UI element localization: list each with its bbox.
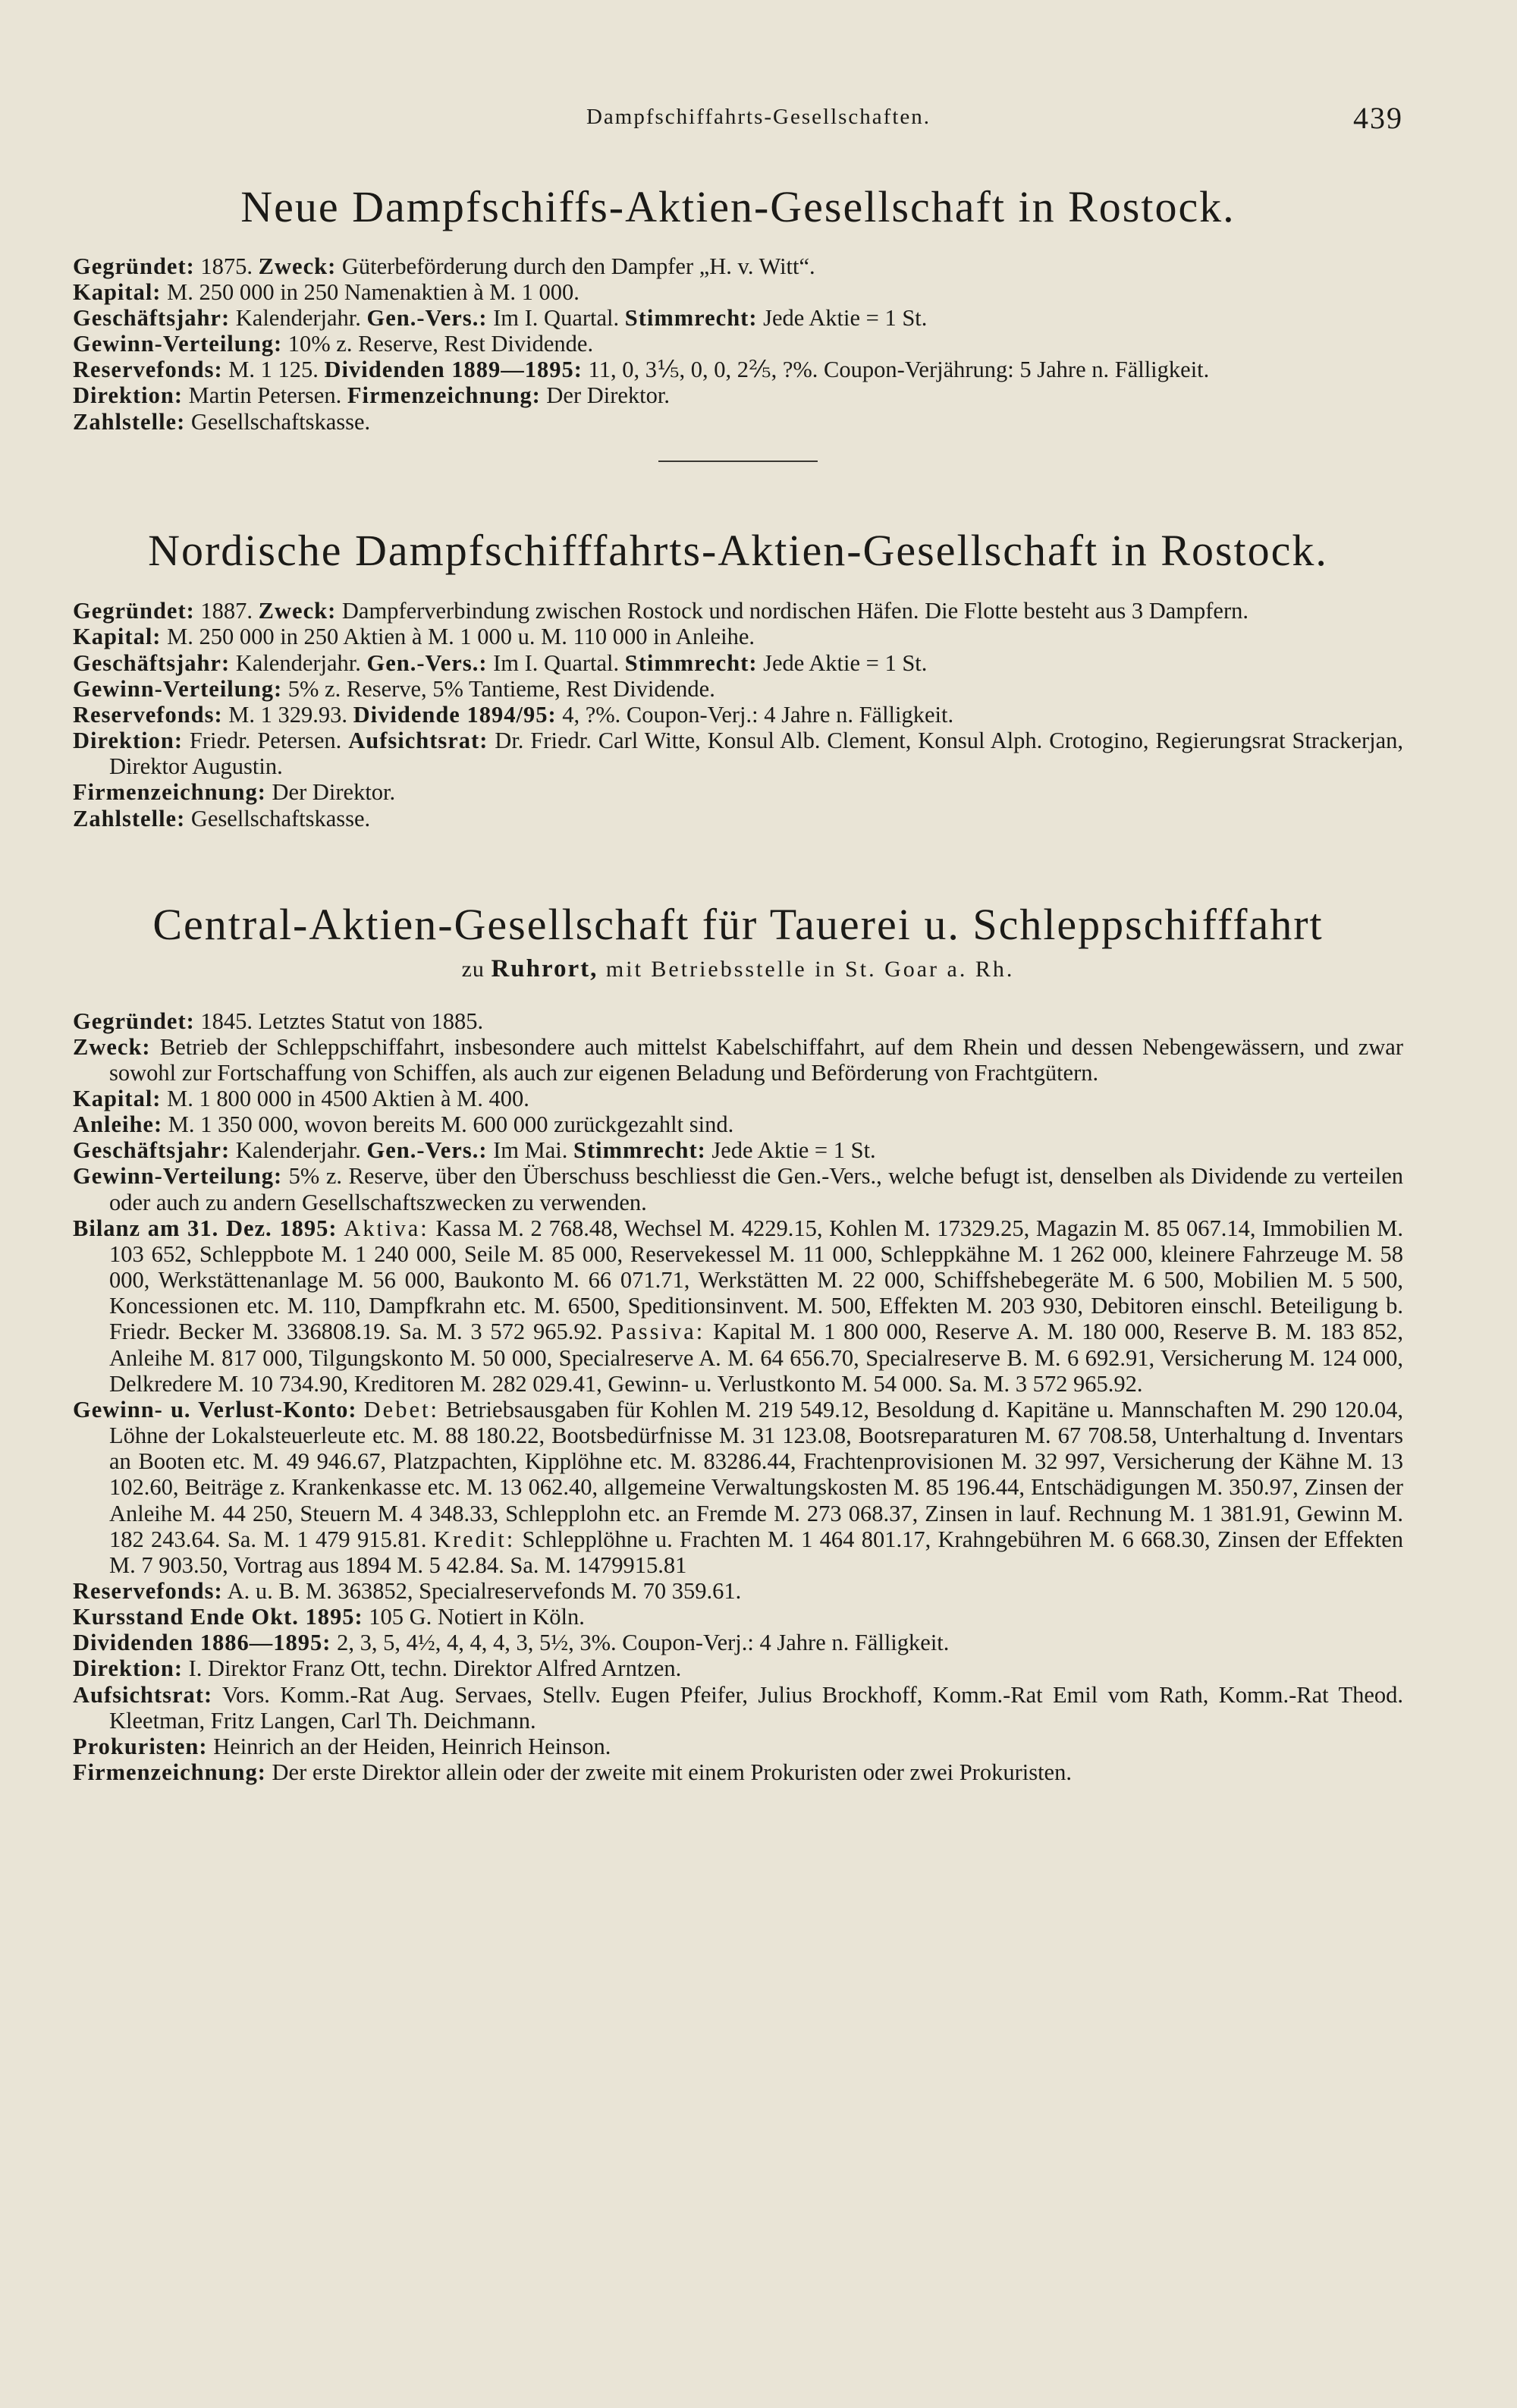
field-value: Jede Aktie = 1 St.	[757, 304, 928, 331]
entry-paragraph	[73, 702, 1403, 728]
field-label: Geschäftsjahr:	[73, 304, 231, 331]
field-label: Direktion:	[73, 728, 183, 754]
field-label: Stimmrecht:	[573, 1137, 706, 1164]
field-value: M. 250 000 in 250 Namenaktien à M. 1 000.	[161, 278, 579, 305]
entry-paragraph	[73, 1034, 1403, 1086]
field-value: Friedr. Petersen.	[183, 728, 349, 754]
field-label: Dividenden 1886—1895:	[73, 1630, 331, 1656]
company-subtitle	[73, 954, 1403, 985]
running-head: Dampfschiffahrts-Gesellschaften.	[586, 105, 931, 129]
page-number: 439	[1353, 101, 1403, 135]
field-value: Der Direktor.	[540, 382, 670, 409]
entry-paragraph	[73, 1604, 1403, 1630]
field-label: Dividenden 1889—1895:	[324, 357, 583, 383]
company-title: Neue Dampfschiffs-Aktien-Gesellschaft in Rostock.	[240, 182, 1236, 231]
field-label: Zahlstelle:	[73, 805, 186, 831]
field-label: Kapital:	[73, 624, 162, 650]
entry-paragraph	[73, 279, 1403, 305]
field-value: Kalenderjahr.	[230, 1137, 367, 1164]
field-value: M. 1 329.93.	[222, 701, 353, 728]
field-value: Kapital M. 1 800 000, Reserve A. M. 180 000, Reserve B. M. 183 852, Anleihe M. 817 000, Tilgungskonto M. 50 000, Specialreserve A. M. 64 656.70, Specialreserve B. M. 6 692.91, Versicherung M. 124 000, Delkredere M. 10 734.90, Kreditoren M. 282 029.41, Gewinn- u. Verlustkonto M. 54 000. Sa. M. 3 572 965.92.	[109, 1319, 1403, 1397]
field-value: Schlepplöhne u. Frachten M. 1 464 801.17, Krahngebühren M. 6 668.30, Zinsen der Effekten M. 7 903.50, Vortrag aus 1894 M. 5 42.84. Sa. M. 1479915.81	[109, 1526, 1403, 1578]
subheading: Aktiva:	[344, 1215, 429, 1241]
entry-paragraph	[73, 1086, 1403, 1111]
field-label: Geschäftsjahr:	[73, 649, 231, 676]
field-value: Kalenderjahr.	[230, 304, 367, 331]
field-label: Prokuristen:	[73, 1733, 208, 1759]
subtitle-place: Ruhrort,	[491, 955, 598, 983]
field-value: Im Mai.	[487, 1137, 574, 1164]
subheading: Passiva:	[611, 1319, 705, 1345]
entry-paragraph	[73, 331, 1403, 357]
entry-list	[73, 253, 1403, 435]
field-value: Gesellschaftskasse.	[185, 408, 371, 435]
field-value: 1887.	[194, 598, 259, 624]
subtitle-prefix: zu	[461, 957, 492, 982]
subheading: Debet:	[363, 1396, 439, 1422]
field-value: Betriebsausgaben für Kohlen M. 219 549.12, Besoldung d. Kapitäne u. Mannschaften M. 290 120.04, Löhne der Lokalsteuerleute etc. M. 88 180.22, Bootsbedürfnisse M. 31 123.08, Bootsreparaturen M. 67 708.58, Unterhaltung d. Inventars an Booten etc. M. 49 946.67, Platzpachten, Kipplöhne etc. M. 83286.44, Frachtenprovisionen M. 32 997, Versicherung der Kähne M. 13 102.60, Beiträge z. Krankenkasse etc. M. 13 062.40, allgemeine Verwaltungskosten M. 85 196.44, Entschädigungen M. 350.97, Zinsen der Anleihe M. 44 250, Steuern M. 4 348.33, Schlepplohn etc. an Fremde M. 273 068.37, Zinsen in lauf. Rechnung M. 1 381.91, Gewinn M. 182 243.64. Sa. M. 1 479 915.81.	[109, 1396, 1403, 1552]
entry-paragraph	[73, 779, 1403, 805]
field-label: Reservefonds:	[73, 701, 223, 728]
field-value: Heinrich an der Heiden, Heinrich Heinson.	[207, 1733, 611, 1759]
field-value: A. u. B. M. 363852, Specialreservefonds M. 70 359.61.	[222, 1577, 742, 1604]
entry-paragraph	[73, 1759, 1403, 1785]
field-value: Betrieb der Schleppschiffahrt, insbesondere auch mittelst Kabelschiffahrt, auf dem Rhein und dessen Nebengewässern, und zwar sowohl zur Fortschaffung von Schiffen, als auch zur eigenen Beladung und Beförderung von Frachtgütern.	[109, 1033, 1403, 1086]
field-label: Stimmrecht:	[624, 649, 758, 676]
entry-paragraph	[73, 409, 1403, 435]
entry-paragraph	[73, 598, 1403, 624]
field-value: 2, 3, 5, 4½, 4, 4, 4, 3, 5½, 3%. Coupon-Verj.: 4 Jahre n. Fälligkeit.	[331, 1630, 950, 1656]
field-value: 10% z. Reserve, Rest Dividende.	[282, 331, 594, 357]
entry-paragraph	[73, 1215, 1403, 1397]
field-label: Kursstand Ende Okt. 1895:	[73, 1604, 363, 1630]
field-label: Firmenzeichnung:	[347, 382, 541, 409]
field-value: 5% z. Reserve, über den Überschuss beschliesst die Gen.-Vers., welche befugt ist, denselben als Dividende zu verteilen oder auch zu andern Gesellschaftszwecken zu verwenden.	[109, 1163, 1403, 1215]
field-value: Dampferverbindung zwischen Rostock und nordischen Häfen. Die Flotte besteht aus 3 Dampfern.	[336, 598, 1248, 624]
field-value: 105 G. Notiert in Köln.	[363, 1604, 585, 1630]
field-value	[357, 1397, 364, 1422]
field-label: Stimmrecht:	[624, 304, 758, 331]
field-label: Anleihe:	[73, 1111, 163, 1138]
field-value: Dr. Friedr. Carl Witte, Konsul Alb. Clement, Konsul Alph. Crotogino, Regierungsrat Strackerjan, Direktor Augustin.	[109, 728, 1403, 780]
field-value: Martin Petersen.	[183, 382, 347, 409]
field-value: Jede Aktie = 1 St.	[705, 1137, 876, 1164]
field-label: Dividende 1894/95:	[353, 701, 557, 728]
entry-paragraph	[73, 676, 1403, 702]
company-title: Nordische Dampfschifffahrts-Aktien-Gesellschaft in Rostock.	[148, 525, 1328, 575]
field-value: Der erste Direktor allein oder der zweite mit einem Prokuristen oder zwei Prokuristen.	[265, 1759, 1072, 1786]
entry-paragraph	[73, 1008, 1403, 1034]
company-entry	[73, 898, 1403, 1786]
field-label: Aufsichtsrat:	[73, 1681, 213, 1708]
field-label: Gewinn- u. Verlust-Konto:	[73, 1396, 357, 1422]
entry-paragraph	[73, 806, 1403, 831]
field-label: Firmenzeichnung:	[73, 1759, 266, 1786]
field-label: Reservefonds:	[73, 357, 223, 383]
field-value	[338, 1215, 344, 1241]
field-label: Zweck:	[73, 1033, 151, 1060]
field-label: Gegründet:	[73, 1008, 195, 1034]
field-label: Gewinn-Verteilung:	[73, 1163, 283, 1190]
field-label: Gen.-Vers.:	[366, 304, 488, 331]
field-value: I. Direktor Franz Ott, techn. Direktor Alfred Arntzen.	[183, 1655, 682, 1682]
entry-paragraph	[73, 1655, 1403, 1681]
field-label: Gen.-Vers.:	[366, 1137, 488, 1164]
field-label: Bilanz am 31. Dez. 1895:	[73, 1215, 338, 1241]
entry-paragraph	[73, 357, 1403, 382]
field-label: Reservefonds:	[73, 1577, 223, 1604]
field-value: M. 1 125.	[222, 357, 325, 383]
entry-paragraph	[73, 1734, 1403, 1759]
field-value: Kalenderjahr.	[230, 649, 367, 676]
field-value: M. 1 800 000 in 4500 Aktien à M. 400.	[161, 1086, 529, 1111]
field-label: Firmenzeichnung:	[73, 779, 266, 806]
field-value: Jede Aktie = 1 St.	[757, 649, 928, 676]
entry-paragraph	[73, 253, 1403, 279]
section-divider	[658, 461, 818, 462]
field-label: Zweck:	[258, 253, 337, 279]
field-value: 1845. Letztes Statut von 1885.	[194, 1008, 484, 1034]
entry-paragraph	[73, 1630, 1403, 1655]
entry-paragraph	[73, 1578, 1403, 1604]
entry-paragraph	[73, 624, 1403, 649]
field-label: Gegründet:	[73, 253, 195, 279]
field-label: Gegründet:	[73, 598, 195, 624]
entry-paragraph	[73, 1137, 1403, 1163]
field-label: Zahlstelle:	[73, 408, 186, 435]
entry-list	[73, 1008, 1403, 1786]
field-label: Kapital:	[73, 278, 162, 305]
entry-paragraph	[73, 1397, 1403, 1578]
entry-paragraph	[73, 1111, 1403, 1137]
field-label: Kapital:	[73, 1086, 162, 1111]
entry-paragraph	[73, 305, 1403, 331]
field-value: Kassa M. 2 768.48, Wechsel M. 4229.15, Kohlen M. 17329.25, Magazin M. 85 067.14, Immobilien M. 103 652, Schleppbote M. 1 240 000, Seile M. 85 000, Reservekessel M. 11 000, Schleppkähne M. 1 262 000, kleinere Fahrzeuge M. 58 000, Werkstättenanlage M. 56 000, Baukonto M. 66 071.71, Werkstätten M. 22 000, Schiffshebegeräte M. 6 500, Mobilien M. 5 500, Koncessionen etc. M. 110, Dampfkrahn etc. M. 6500, Speditionsinvent. M. 500, Effekten M. 203 930, Debitoren einschl. Beteiligung b. Friedr. Becker M. 336808.19. Sa. M. 3 572 965.92.	[109, 1215, 1403, 1345]
entry-paragraph	[73, 650, 1403, 676]
field-label: Zweck:	[258, 598, 337, 624]
field-label: Geschäftsjahr:	[73, 1137, 231, 1164]
field-value: 11, 0, 3⅕, 0, 0, 2⅖, ?%. Coupon-Verjährung: 5 Jahre n. Fälligkeit.	[582, 357, 1210, 383]
subheading: Kredit:	[433, 1526, 516, 1552]
company-entry	[73, 524, 1403, 831]
field-value: Vors. Komm.-Rat Aug. Servaes, Stellv. Eugen Pfeifer, Julius Brockhoff, Komm.-Rat Emil vom Rath, Komm.-Rat Theod. Kleetman, Fritz Langen, Carl Th. Deichmann.	[109, 1681, 1403, 1734]
entry-paragraph	[73, 1682, 1403, 1734]
field-value: Gesellschaftskasse.	[185, 805, 371, 831]
field-label: Gewinn-Verteilung:	[73, 675, 283, 702]
field-value: Güterbeförderung durch den Dampfer „H. v. Witt“.	[336, 253, 815, 279]
field-label: Aufsichtsrat:	[348, 728, 488, 754]
field-value: M. 1 350 000, wovon bereits M. 600 000 zurückgezahlt sind.	[162, 1111, 734, 1138]
field-value: Im I. Quartal.	[487, 649, 625, 676]
field-label: Gen.-Vers.:	[366, 649, 488, 676]
field-value: Der Direktor.	[265, 779, 396, 806]
field-value: 4, ?%. Coupon-Verj.: 4 Jahre n. Fälligkeit.	[556, 701, 954, 728]
entry-paragraph	[73, 382, 1403, 408]
entry-list	[73, 598, 1403, 831]
entry-paragraph	[73, 728, 1403, 779]
company-title: Central-Aktien-Gesellschaft für Tauerei u. Schleppschifffahrt	[152, 899, 1324, 949]
field-value: M. 250 000 in 250 Aktien à M. 1 000 u. M. 110 000 in Anleihe.	[161, 624, 755, 650]
field-label: Gewinn-Verteilung:	[73, 331, 283, 357]
field-value: Im I. Quartal.	[487, 304, 625, 331]
field-value: 5% z. Reserve, 5% Tantieme, Rest Dividende.	[282, 675, 715, 702]
field-label: Direktion:	[73, 1655, 183, 1682]
entry-paragraph	[73, 1163, 1403, 1215]
field-value: 1875.	[194, 253, 259, 279]
subtitle-suffix: mit Betriebsstelle in St. Goar a. Rh.	[598, 957, 1015, 982]
company-entry	[73, 181, 1403, 435]
field-label: Direktion:	[73, 382, 183, 409]
